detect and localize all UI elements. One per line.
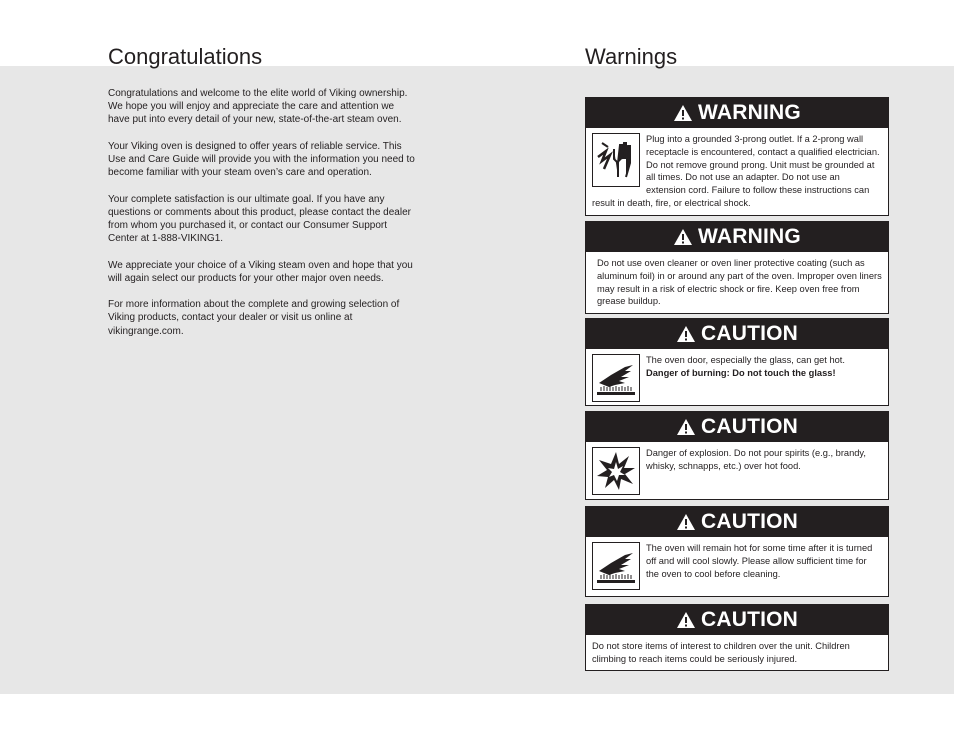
- caution-text: The oven door, especially the glass, can get hot.: [646, 355, 845, 365]
- caution-label: CAUTION: [700, 322, 799, 345]
- congratulations-paragraph: Congratulations and welcome to the elite world of Viking ownership. We hope you will enjoy and appreciate the care and attention we have put into every detail of your new, state-of-the-art steam oven.: [108, 88, 408, 126]
- caution-body: [586, 442, 888, 499]
- warning-label: WARNING: [698, 101, 801, 124]
- caution-triangle-icon: [676, 611, 696, 629]
- warning-text: Plug into a grounded 3-prong outlet. If a 2-prong wall receptacle is encountered, contact a qualified electrician. Do not remove ground prong. Unit must be grounded at all times. Do not use an adapter. Do not use an extension cord. Failure to follow these instructions can result in death, fire, or electrical shock.: [592, 134, 880, 208]
- caution-label: CAUTION: [700, 415, 799, 438]
- warnings-title: Warnings: [585, 44, 678, 69]
- caution-body: [586, 635, 888, 670]
- caution-body: [586, 349, 888, 405]
- electrical-shock-icon: [592, 133, 640, 187]
- warning-body: [586, 252, 888, 313]
- warning-box-oven-cleaner: [585, 221, 889, 314]
- caution-label: CAUTION: [700, 608, 799, 631]
- warning-body: [586, 128, 888, 215]
- congratulations-paragraph: Your complete satisfaction is our ultimate goal. If you have any questions or comments about this product, please contact the dealer from whom you purchased it, or contact our Consumer Support Center at 1-888-VIKING1.: [108, 193, 411, 245]
- caution-text: Do not store items of interest to children over the unit. Children climbing to reach items could be seriously injured.: [592, 641, 850, 664]
- warning-triangle-icon: [673, 104, 693, 122]
- caution-bold-text: Danger of burning: Do not touch the glass!: [646, 367, 836, 378]
- warning-triangle-icon: [673, 228, 693, 246]
- warning-header: [586, 222, 888, 252]
- hot-surface-icon: [592, 354, 640, 402]
- caution-header: [586, 319, 888, 349]
- congratulations-paragraph: We appreciate your choice of a Viking steam oven and hope that you will again select our products for your other major oven needs.: [108, 259, 413, 284]
- warning-header: [586, 98, 888, 128]
- congratulations-body: [108, 87, 418, 351]
- caution-header: [586, 605, 888, 635]
- caution-box-explosion: [585, 411, 889, 500]
- caution-triangle-icon: [676, 325, 696, 343]
- warning-box-grounding: [585, 97, 889, 216]
- caution-triangle-icon: [676, 418, 696, 436]
- congratulations-paragraph: For more information about the complete and growing selection of Viking products, contact your dealer or visit us online at vikingrange.com.: [108, 299, 400, 337]
- caution-box-hot-glass: [585, 318, 889, 406]
- congratulations-title: Congratulations: [108, 44, 263, 69]
- warning-text: Do not use oven cleaner or oven liner protective coating (such as aluminum foil) in or around any part of the oven. Improper oven liners may result in a risk of electric shock or fire. Keep oven free from grease buildup.: [597, 258, 882, 307]
- caution-triangle-icon: [676, 513, 696, 531]
- caution-header: [586, 507, 888, 537]
- caution-text: The oven will remain hot for some time after it is turned off and will cool slowly. Please allow sufficient time for the oven to cool before cleaning.: [646, 543, 873, 579]
- caution-text: Danger of explosion. Do not pour spirits (e.g., brandy, whisky, schnapps, etc.) over hot food.: [646, 448, 866, 471]
- caution-box-children: [585, 604, 889, 671]
- caution-header: [586, 412, 888, 442]
- hot-surface-icon: [592, 542, 640, 590]
- caution-body: [586, 537, 888, 596]
- caution-box-cooling: [585, 506, 889, 597]
- congratulations-paragraph: Your Viking oven is designed to offer years of reliable service. This Use and Care Guide will provide you with the information you need to become familiar with your steam oven’s care and operation.: [108, 140, 415, 179]
- caution-label: CAUTION: [700, 510, 799, 533]
- caution-text-block: [646, 354, 845, 380]
- explosion-icon: [592, 447, 640, 495]
- warning-label: WARNING: [698, 225, 801, 248]
